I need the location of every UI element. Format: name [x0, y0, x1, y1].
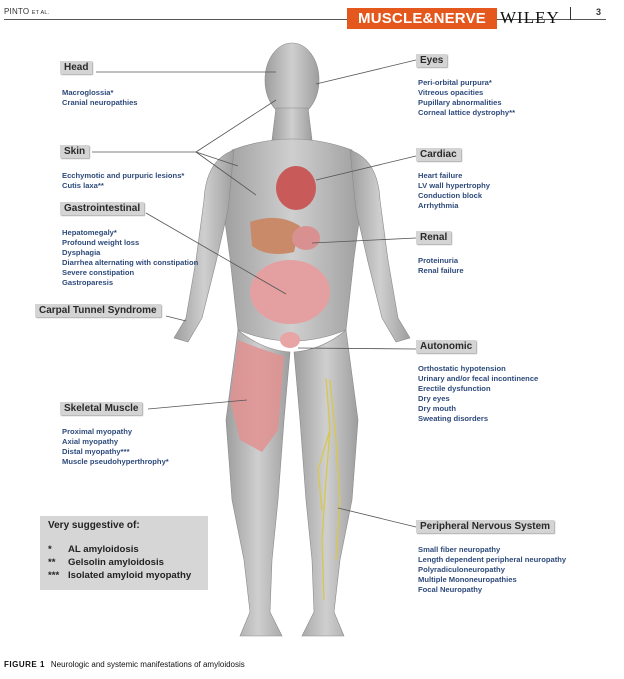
list-item: Dry eyes: [418, 394, 450, 403]
label-carpal-tunnel: Carpal Tunnel Syndrome: [35, 304, 161, 317]
legend-text: Gelsolin amyloidosis: [68, 557, 164, 568]
list-item: Peri-orbital purpura*: [418, 78, 492, 87]
label-skeletal-muscle: Skeletal Muscle: [60, 402, 142, 415]
legend-title: Very suggestive of:: [48, 520, 140, 531]
label-renal: Renal: [416, 231, 451, 244]
list-skin: [62, 171, 184, 191]
list-cardiac: [418, 171, 490, 211]
list-item: Ecchymotic and purpuric lesions*: [62, 171, 185, 180]
figure-caption-text: Neurologic and systemic manifestations of amyloidosis: [50, 660, 245, 669]
list-item: Hepatomegaly*: [62, 228, 117, 237]
list-item: LV wall hypertrophy: [418, 181, 491, 190]
list-item: Axial myopathy: [62, 437, 119, 446]
legend-mark: *: [48, 544, 52, 555]
heart-icon: [276, 166, 316, 210]
list-item: Dysphagia: [62, 248, 101, 257]
legend-mark: **: [48, 557, 56, 568]
list-item: Cutis laxa**: [62, 181, 104, 190]
label-gastrointestinal: Gastrointestinal: [60, 202, 144, 215]
et-al: ET AL.: [31, 10, 50, 16]
list-item: Heart failure: [418, 171, 463, 180]
list-item: Profound weight loss: [62, 238, 140, 247]
list-renal: [418, 256, 464, 276]
list-item: Proximal myopathy: [62, 427, 133, 436]
list-skeletal-muscle: [62, 427, 169, 467]
label-peripheral-nervous-system: Peripheral Nervous System: [416, 520, 554, 533]
journal-logo: MUSCLE&NERVE: [347, 8, 497, 29]
label-head: Head: [60, 61, 92, 74]
legend-row: [48, 557, 164, 568]
legend-row: [48, 544, 139, 555]
list-item: Pupillary abnormalities: [418, 98, 502, 107]
list-item: Proteinuria: [418, 256, 459, 265]
list-item: Muscle pseudohyperthrophy*: [62, 457, 169, 466]
legend-text: Isolated amyloid myopathy: [68, 570, 192, 581]
list-item: Focal Neuropathy: [418, 585, 483, 594]
list-item: Vitreous opacities: [418, 88, 484, 97]
label-eyes: Eyes: [416, 54, 447, 67]
list-item: Macroglossia*: [62, 88, 114, 97]
list-item: Cranial neuropathies: [62, 98, 138, 107]
list-item: Diarrhea alternating with constipation: [62, 258, 199, 267]
list-peripheral-nervous-system: [418, 545, 566, 595]
list-item: Orthostatic hypotension: [418, 364, 506, 373]
list-item: Severe constipation: [62, 268, 135, 277]
list-item: Sweating disorders: [418, 414, 489, 423]
list-item: Arrhythmia: [418, 201, 459, 210]
figure-label: FIGURE 1: [4, 660, 45, 669]
list-head: [62, 88, 138, 108]
bladder-icon: [280, 332, 300, 348]
list-item: Conduction block: [418, 191, 483, 200]
list-item: Multiple Mononeuropathies: [418, 575, 517, 584]
label-autonomic: Autonomic: [416, 340, 476, 353]
list-item: Renal failure: [418, 266, 464, 275]
list-item: Corneal lattice dystrophy**: [418, 108, 516, 117]
list-item: Length dependent peripheral neuropathy: [418, 555, 567, 564]
page-number: 3: [596, 7, 602, 17]
list-gastrointestinal: [62, 228, 198, 288]
list-item: Dry mouth: [418, 404, 456, 413]
list-item: Urinary and/or fecal incontinence: [418, 374, 539, 383]
list-item: Gastroparesis: [62, 278, 114, 287]
label-cardiac: Cardiac: [416, 148, 461, 161]
list-eyes: [418, 78, 515, 118]
legend-text: AL amyloidosis: [68, 544, 139, 555]
list-item: Small fiber neuropathy: [418, 545, 501, 554]
stomach-icon: [292, 226, 320, 250]
legend-row: [48, 570, 191, 581]
label-skin: Skin: [60, 145, 89, 158]
list-item: Polyradiculoneuropathy: [418, 565, 505, 574]
intestines-icon: [250, 260, 330, 324]
list-item: Distal myopathy***: [62, 447, 130, 456]
list-item: Erectile dysfunction: [418, 384, 491, 393]
publisher-logo: WILEY: [500, 8, 560, 27]
author-name: PINTO: [4, 7, 30, 16]
figure-caption: [4, 660, 245, 669]
legend-mark: ***: [48, 570, 60, 581]
list-autonomic: [418, 364, 538, 424]
legend-box: [40, 516, 208, 590]
